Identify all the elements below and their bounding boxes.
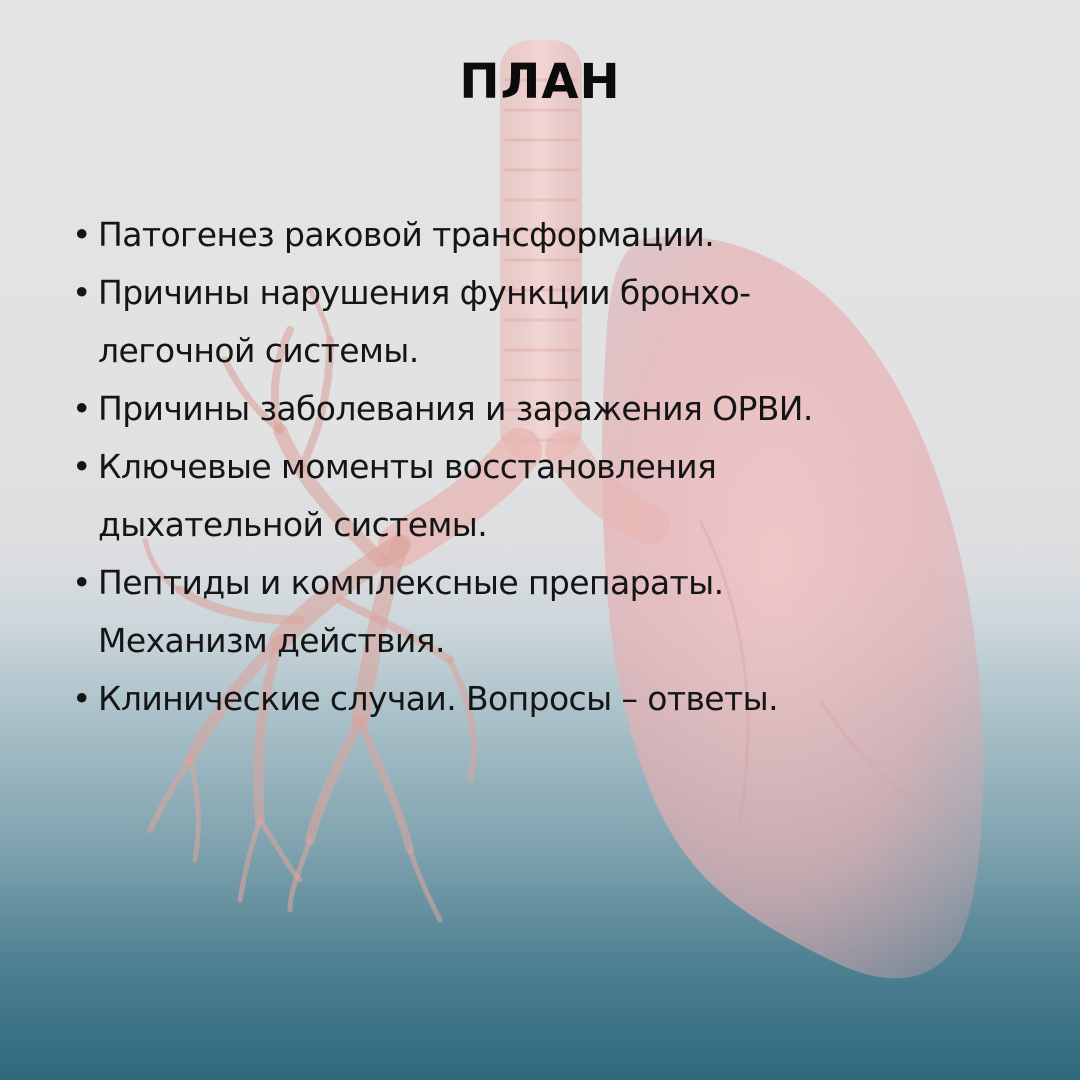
- bullet-icon: •: [72, 389, 91, 428]
- list-item: [72, 670, 1032, 728]
- list-item-text: Механизм действия.: [98, 621, 445, 660]
- list-item-text: Клинические случаи. Вопросы – ответы.: [98, 679, 778, 718]
- bullet-icon: •: [72, 679, 91, 718]
- list-item-text: Патогенез раковой трансформации.: [98, 215, 715, 254]
- list-item: [72, 264, 1032, 380]
- list-item-text: легочной системы.: [98, 331, 419, 370]
- page-title: ПЛАН: [459, 54, 621, 110]
- list-item-text: Ключевые моменты восстановления: [98, 447, 717, 486]
- list-item-text: Пептиды и комплексные препараты.: [98, 563, 724, 602]
- bullet-icon: •: [72, 447, 91, 486]
- list-item: [72, 438, 1032, 554]
- list-item: [72, 380, 1032, 438]
- bullet-icon: •: [72, 215, 91, 254]
- bullet-icon: •: [72, 273, 91, 312]
- list-item: [72, 206, 1032, 264]
- plan-list: [72, 206, 1032, 728]
- list-item-text: Причины заболевания и заражения ОРВИ.: [98, 389, 813, 428]
- list-item-text: дыхательной системы.: [98, 505, 488, 544]
- list-item-text: Причины нарушения функции бронхо-: [98, 273, 751, 312]
- list-item: [72, 554, 1032, 670]
- bullet-icon: •: [72, 563, 91, 602]
